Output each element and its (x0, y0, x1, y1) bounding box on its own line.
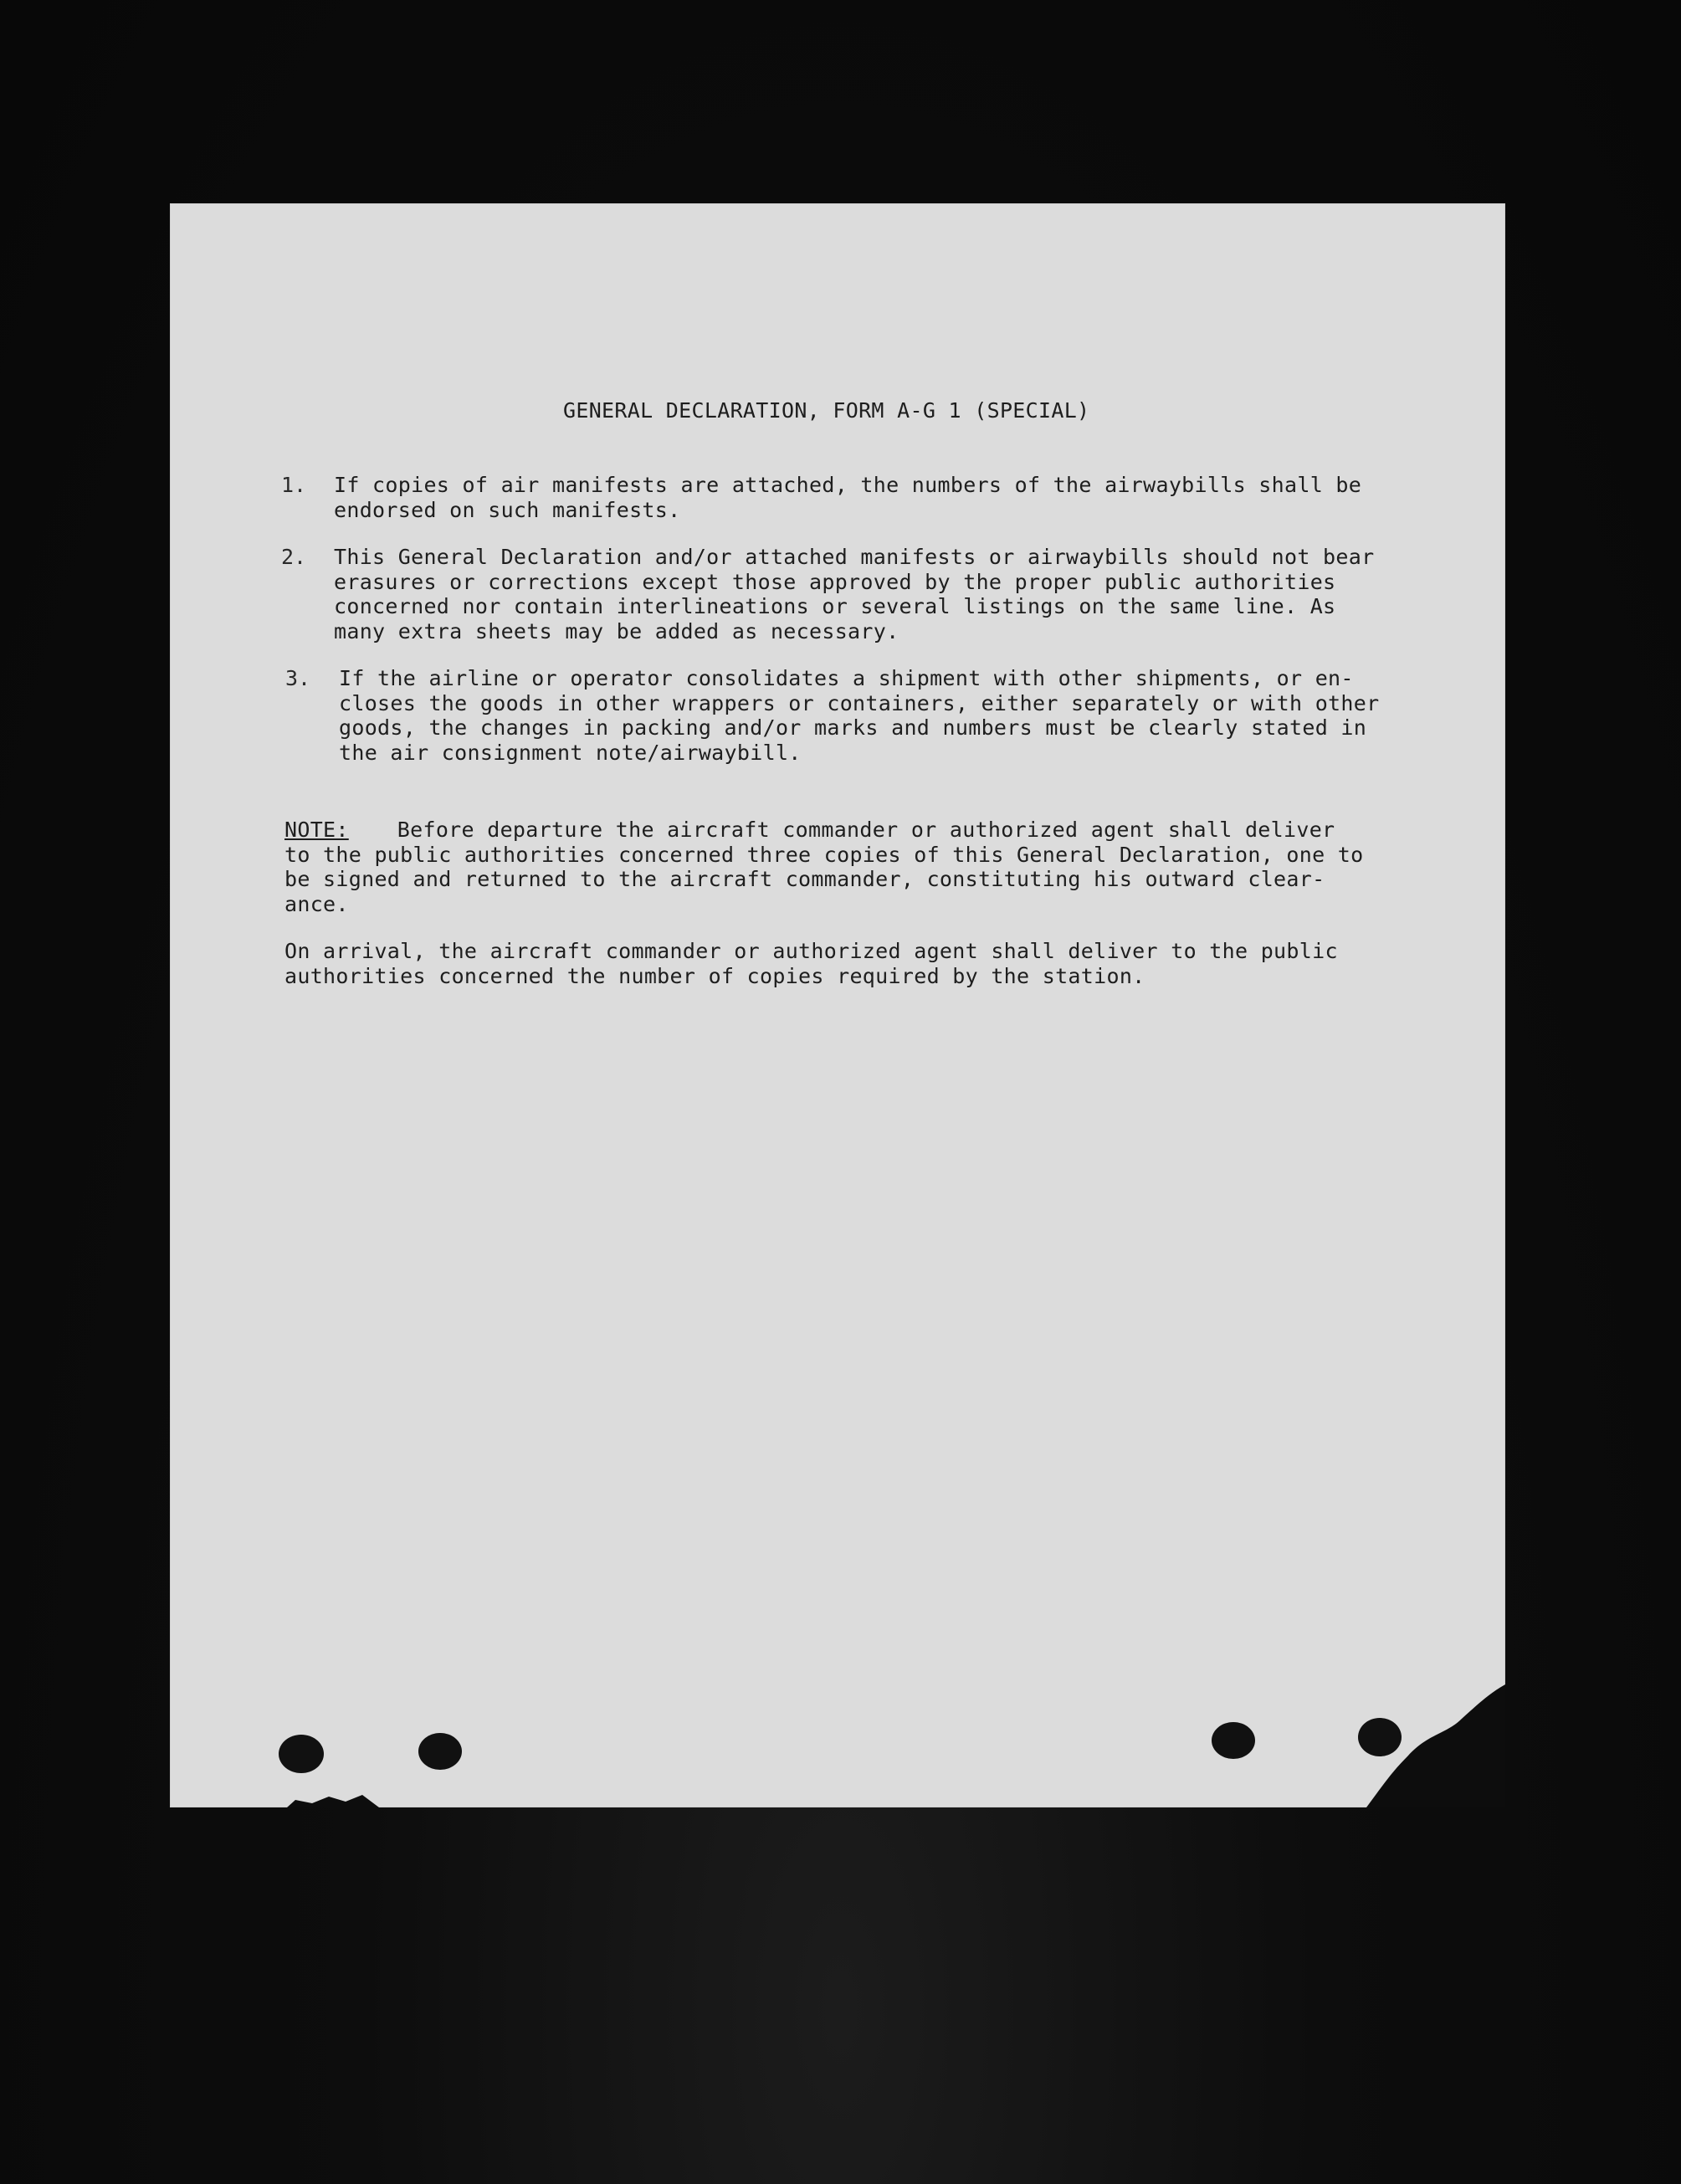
item-2-line-3: concerned nor contain interlineations or several listings on the same line. As (334, 594, 1336, 618)
item-2-line-2: erasures or corrections except those approved by the proper public authorities (334, 569, 1336, 594)
item-1-line-2: endorsed on such manifests. (334, 497, 681, 522)
document-title: GENERAL DECLARATION, FORM A-G 1 (SPECIAL) (563, 398, 1090, 423)
punch-hole-2 (418, 1733, 462, 1770)
punch-hole-1 (279, 1735, 324, 1773)
item-2-text (334, 545, 1374, 643)
item-3-line-1: If the airline or operator consolidates a shipment with other shipments, or en- (339, 666, 1354, 690)
note-line-1: Before departure the aircraft commander or authorized agent shall deliver (397, 818, 1335, 842)
note-paragraph (284, 818, 1364, 916)
item-3-number: 3. (285, 666, 311, 690)
note-label: NOTE: (284, 818, 349, 842)
item-3-text (339, 666, 1379, 765)
item-2-line-4: many extra sheets may be added as necessary. (334, 618, 899, 643)
item-3-line-2: closes the goods in other wrappers or containers, either separately or with other (339, 690, 1380, 715)
item-1-number: 1. (281, 473, 307, 497)
torn-corner (1366, 1684, 1505, 1807)
note-first-line (284, 818, 1364, 843)
arrival-paragraph (284, 939, 1338, 988)
arrival-line-1: On arrival, the aircraft commander or authorized agent shall deliver to the public (284, 939, 1338, 963)
note-line-2: to the public authorities concerned three copies of this General Declaration, one to (284, 842, 1364, 867)
punch-hole-3 (1212, 1722, 1255, 1759)
item-3-line-4: the air consignment note/airwaybill. (339, 740, 802, 765)
note-line-3: be signed and returned to the aircraft commander, constituting his outward clear- (284, 867, 1325, 891)
arrival-line-2: authorities concerned the number of copies required by the station. (284, 963, 1145, 988)
document-sheet (170, 203, 1505, 1807)
item-1-line-1: If copies of air manifests are attached, the numbers of the airwaybills shall be (334, 473, 1362, 497)
item-2-line-1: This General Declaration and/or attached manifests or airwaybills should not bear (334, 545, 1375, 569)
torn-edge (287, 1793, 379, 1807)
item-1-text (334, 473, 1361, 522)
note-line-4: ance. (284, 891, 349, 916)
item-2-number: 2. (281, 545, 307, 569)
item-3-line-3: goods, the changes in packing and/or marks and numbers must be clearly stated in (339, 715, 1367, 740)
